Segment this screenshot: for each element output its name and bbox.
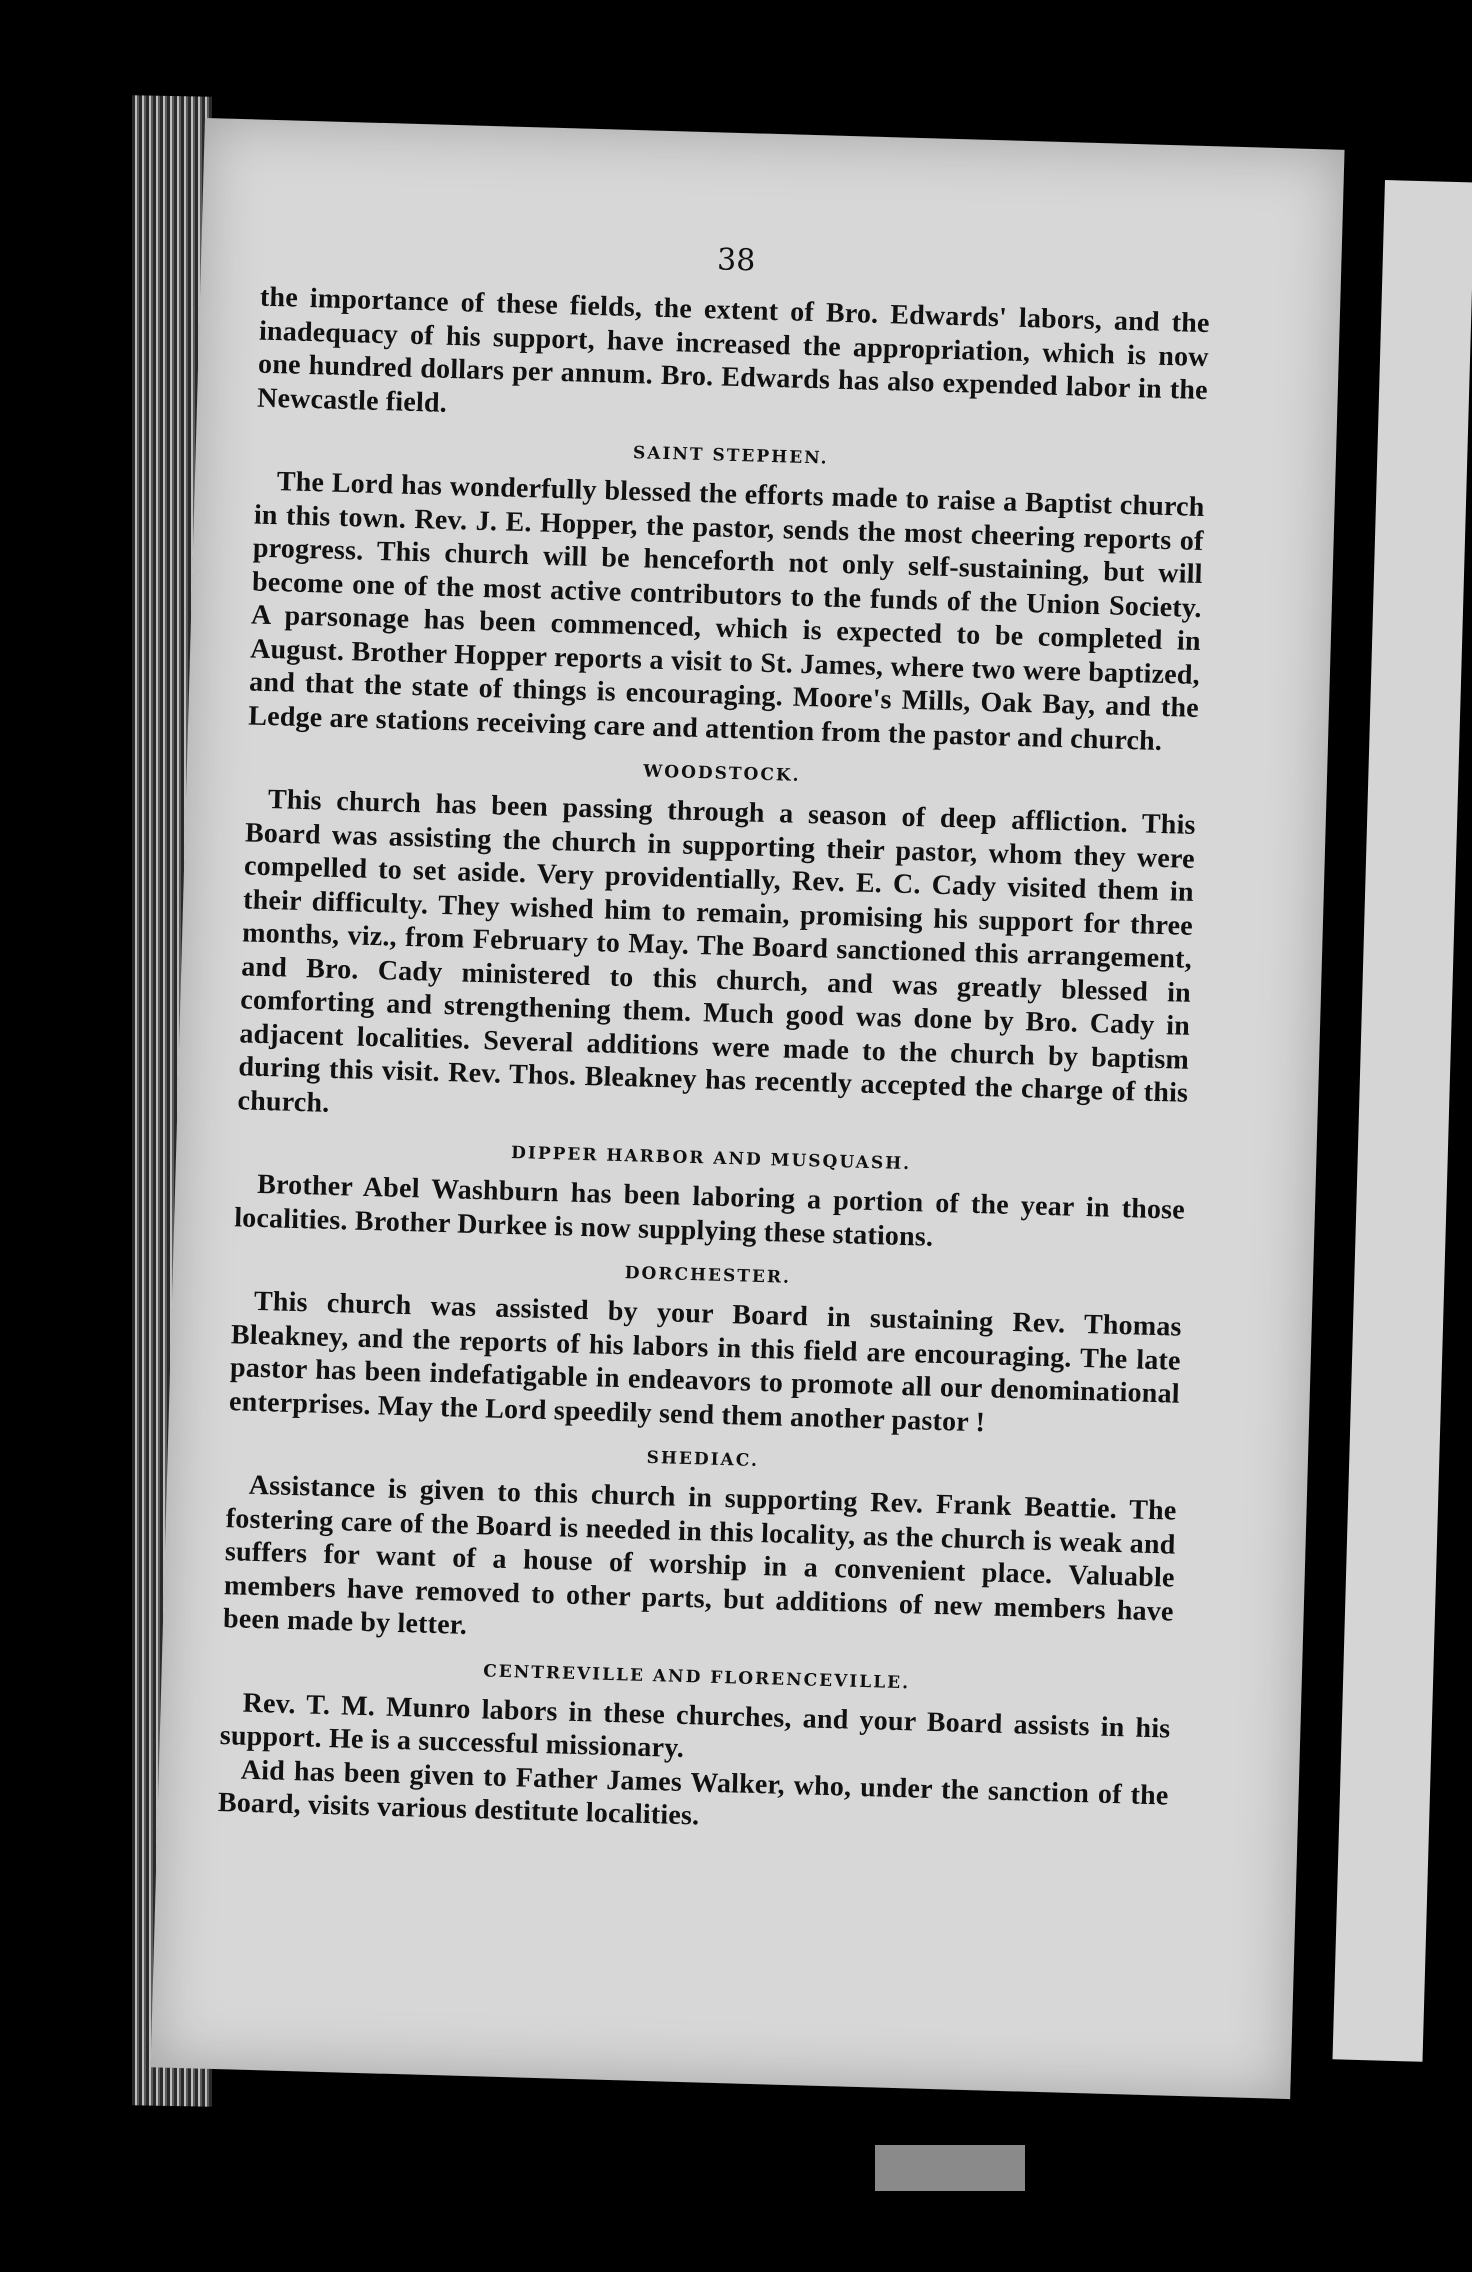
dipper-harbor-paragraph: Brother Abel Washburn has been laboring a portion of the year in those localities. Brother Durkee is now supplying these stations. [233,1168,1186,1253]
scanner-tab [875,2145,1025,2191]
section-heading-dorchester: DORCHESTER. [624,1263,792,1288]
book-page [151,118,1345,2099]
page-content [217,230,1211,1846]
page-number: 38 [716,242,756,279]
dorchester-paragraph: This church was assisted by your Board in sustaining Rev. Thomas Bleakney, and the reports of his labors in this field are encouraging. The late pastor has been indefatigable in endeavors to promote all our denominational enterprises. May the Lord speedily send them another pastor ! [228,1285,1183,1438]
section-heading-dipper-harbor: DIPPER HARBOR AND MUSQUASH. [510,1142,912,1175]
section-heading-saint-stephen: SAINT STEPHEN. [632,443,829,469]
opposite-page-edge [1333,180,1472,2062]
walker-paragraph: Aid has been given to Father James Walker, who, under the sanction of the Board, visits various destitute localities. [217,1754,1169,1832]
intro-paragraph: the importance of these fields, the extent of Bro. Edwards' labors, and the inadequacy of his support, have increased the appropriation, which is now one hundred dollars per annum. Bro. Edwards has also expended labor in the Newcastle field. [256,281,1211,419]
centreville-paragraph: Rev. T. M. Munro labors in these churches, and your Board assists in his support. He is a successful missionary. [219,1687,1171,1765]
section-heading-woodstock: WOODSTOCK. [642,761,801,786]
section-heading-shediac: SHEDIAC. [646,1447,760,1471]
section-heading-centreville: CENTREVILLE AND FLORENCEVILLE. [482,1660,911,1693]
saint-stephen-paragraph: The Lord has wonderfully blessed the efforts made to raise a Baptist church in this town. Rev. J. E. Hopper, the pastor, sends the most cheering reports of progress. This church will be henceforth not only self-sustaining, but will become one of the most active contributors to the funds of the Union Society. A parsonage has been commenced, which is expected to be completed in August. Brother Hopper reports a visit to St. James, where two were baptized, and that the state of things is encouraging. Moore's Mills, Oak Bay, and the Ledge are stations receiving care and attention from the pastor and church. [247,466,1205,757]
woodstock-paragraph: This church has been passing through a season of deep affliction. This Board was assisting the church in supporting their pastor, whom they were compelled to set aside. Very providentially, Rev. E. C. Cady visited them in their difficulty. They wished him to remain, promising his support for three months, viz., from February to May. The Board sanctioned this arrangement, and Bro. Cady ministered to this church, and was greatly blessed in comforting and strengthening them. Much good was done by Bro. Cady in adjacent localities. Several additions were made to the church by baptism during this visit. Rev. Thos. Bleakney has recently accepted the charge of this church. [237,784,1197,1119]
shediac-paragraph: Assistance is given to this church in supporting Rev. Frank Beattie. The fostering care of the Board is needed in this locality, as the church is weak and suffers for want of a house of worship in a convenient place. Valuable members have removed to other parts, but additions of new members have been made by letter. [222,1469,1177,1641]
